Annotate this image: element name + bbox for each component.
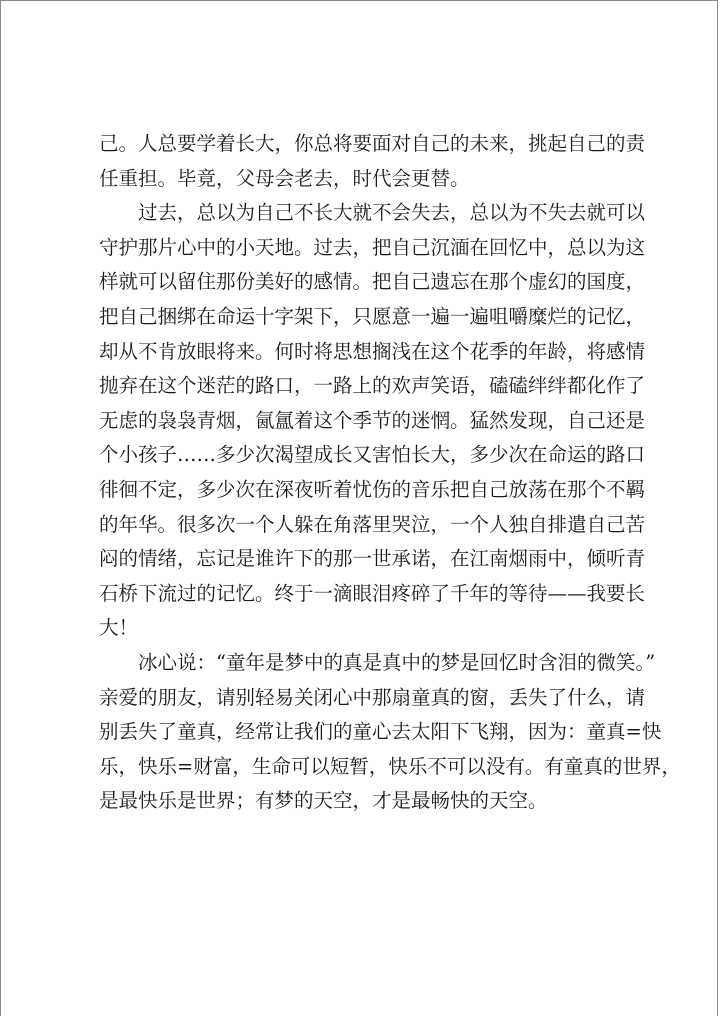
- text-line: 己。人总要学着长大，你总将要面对自己的未来，挑起自己的责: [99, 132, 646, 155]
- text-line: 个小孩子……多少次渴望成长又害怕长大，多少次在命运的路口: [99, 443, 646, 467]
- text-line: 乐，快乐=财富，生命可以短暂，快乐不可以没有。有童真的世界，: [99, 754, 681, 778]
- text-line: 冰心说：“童年是梦中的真是真中的梦是回忆时含泪的微笑。”: [138, 650, 656, 674]
- text-line: 把自己捆绑在命运十字架下，只愿意一遍一遍咀嚼糜烂的记忆，: [99, 304, 646, 328]
- text-line: 闷的情绪，忘记是谁许下的那一世承诺，在江南烟雨中，倾听青: [99, 547, 646, 571]
- text-line: 石桥下流过的记忆。终于一滴眼泪疼碎了千年的等待——我要长: [99, 581, 646, 605]
- text-line: 抛弃在这个迷茫的路口，一路上的欢声笑语，磕磕绊绊都化作了: [99, 374, 646, 398]
- text-line: 的年华。很多次一个人躲在角落里哭泣，一个人独自排遣自己苦: [99, 512, 646, 536]
- text-line: 任重担。毕竟，父母会老去，时代会更替。: [99, 166, 470, 190]
- text-line: 守护那片心中的小天地。过去，把自己沉湎在回忆中，总以为这: [99, 235, 646, 259]
- text-line: 别丢失了童真，经常让我们的童心去太阳下飞翔，因为：童真=快: [99, 720, 662, 744]
- body-text: [99, 127, 679, 819]
- text-line: 过去，总以为自己不长大就不会失去，总以为不失去就可以: [138, 201, 646, 225]
- text-line: 无虑的袅袅青烟，氤氲着这个季节的迷惘。猛然发现，自己还是: [99, 408, 646, 432]
- text-line: 亲爱的朋友，请别轻易关闭心中那扇童真的窗，丢失了什么，请: [99, 685, 646, 709]
- text-line: 却从不肯放眼将来。何时将思想搁浅在这个花季的年龄，将感情: [99, 339, 646, 363]
- text-line: 徘徊不定，多少次在深夜听着忧伤的音乐把自己放荡在那个不羁: [99, 477, 646, 501]
- text-line: 是最快乐是世界；有梦的天空，才是最畅快的天空。: [99, 789, 548, 813]
- text-line: 大！: [99, 616, 139, 640]
- text-line: 样就可以留住那份美好的感情。把自己遗忘在那个虚幻的国度，: [99, 270, 646, 294]
